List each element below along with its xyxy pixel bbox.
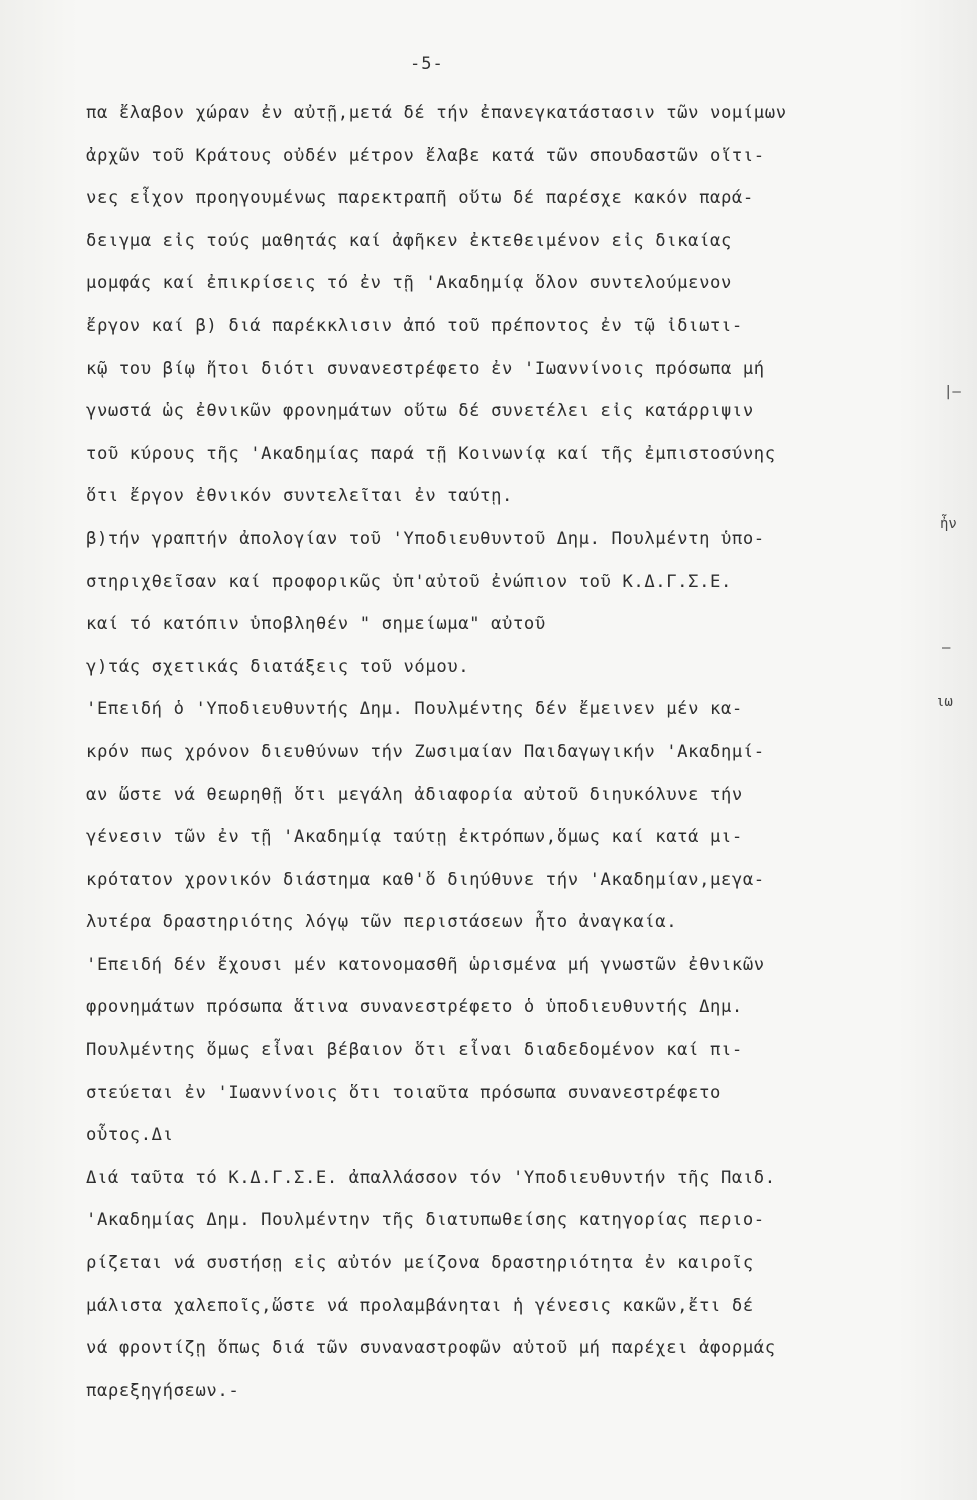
text-line: β)τήν γραπτήν ἀπολογίαν τοῦ 'Υποδιευθυντοῦ Δημ. Πουλμέντη ὑπο- bbox=[86, 528, 765, 549]
text-line: ἀρχῶν τοῦ Κράτους οὐδέν μέτρον ἔλαβε κατά τῶν σπουδαστῶν οἵτι- bbox=[86, 145, 765, 166]
text-line: Διά ταῦτα τό Κ.Δ.Γ.Σ.Ε. ἀπαλλάσσον τόν 'Υποδιευθυντήν τῆς Παιδ. bbox=[86, 1167, 776, 1188]
text-line: δειγμα εἰς τούς μαθητάς καί ἀφῆκεν ἐκτεθειμένον εἰς δικαίας bbox=[86, 230, 732, 251]
text-line: 'Επειδή δέν ἔχουσι μέν κατονομασθῆ ὡρισμένα μή γνωστῶν ἐθνικῶν bbox=[86, 954, 765, 975]
text-line: γένεσιν τῶν ἐν τῇ 'Ακαδημίᾳ ταύτῃ ἐκτρόπων,ὅμως καί κατά μι- bbox=[86, 827, 743, 848]
document-body bbox=[86, 92, 946, 1412]
text-line: στηριχθεῖσαν καί προφορικῶς ὑπ'αὐτοῦ ἐνώπιον τοῦ Κ.Δ.Γ.Σ.Ε. bbox=[86, 571, 732, 592]
text-line: οὗτος.Δι bbox=[86, 1125, 174, 1146]
text-line: ἔργον καί β) διά παρέκκλισιν ἀπό τοῦ πρέποντος ἐν τῷ ἰδιωτι- bbox=[86, 315, 743, 336]
text-line: νες εἶχον προηγουμένως παρεκτραπῆ οὕτω δέ παρέσχε κακόν παρά- bbox=[86, 188, 754, 209]
text-line: στεύεται ἐν 'Ιωαννίνοις ὅτι τοιαῦτα πρόσωπα συνανεστρέφετο bbox=[86, 1082, 721, 1103]
text-line: 'Ακαδημίας Δημ. Πουλμέντην τῆς διατυπωθείσης κατηγορίας περιο- bbox=[86, 1210, 765, 1231]
text-line: ρίζεται νά συστήσῃ εἰς αὐτόν μείζονα δραστηριότητα ἐν καιροῖς bbox=[86, 1253, 754, 1274]
text-line: νά φροντίζῃ ὅπως διά τῶν συναναστροφῶν αὐτοῦ μή παρέχει ἀφορμάς bbox=[86, 1338, 776, 1359]
page-number: -5- bbox=[410, 54, 444, 74]
text-line: 'Επειδή ὁ 'Υποδιευθυντής Δημ. Πουλμέντης δέν ἔμεινεν μέν κα- bbox=[86, 699, 743, 720]
text-line: αν ὥστε νά θεωρηθῇ ὅτι μεγάλη ἀδιαφορία αὐτοῦ διηυκόλυνε τήν bbox=[86, 784, 743, 805]
text-line: πα ἔλαβον χώραν ἐν αὐτῇ,μετά δέ τήν ἐπανεγκατάστασιν τῶν νομίμων bbox=[86, 103, 787, 123]
margin-mark: — bbox=[942, 640, 951, 656]
text-line: τοῦ κύρους τῆς 'Ακαδημίας παρά τῇ Κοινωνίᾳ καί τῆς ἐμπιστοσύνης bbox=[86, 443, 776, 464]
margin-mark: ἦν bbox=[940, 516, 957, 532]
text-line: κῷ του βίῳ ἤτοι διότι συνανεστρέφετο ἐν 'Ιωαννίνοις πρόσωπα μή bbox=[86, 358, 765, 379]
margin-mark: |— bbox=[944, 384, 961, 400]
text-line: ὅτι ἔργον ἐθνικόν συντελεῖται ἐν ταύτῃ. bbox=[86, 486, 513, 507]
text-line: καί τό κατόπιν ὑποβληθέν " σημείωμα" αὐτοῦ bbox=[86, 614, 546, 635]
text-line: γνωστά ὡς ἐθνικῶν φρονημάτων οὕτω δέ συνετέλει εἰς κατάρριψιν bbox=[86, 401, 754, 422]
text-line: κρότατον χρονικόν διάστημα καθ'ὅ διηύθυνε τήν 'Ακαδημίαν,μεγα- bbox=[86, 869, 765, 890]
text-line: παρεξηγήσεων.- bbox=[86, 1380, 240, 1401]
text-line: λυτέρα δραστηριότης λόγῳ τῶν περιστάσεων ἦτο ἀναγκαία. bbox=[86, 912, 678, 933]
text-line: κρόν πως χρόνον διευθύνων τήν Ζωσιμαίαν Παιδαγωγικήν 'Ακαδημί- bbox=[86, 741, 765, 762]
text-line: Πουλμέντης ὅμως εἶναι βέβαιον ὅτι εἶναι διαδεδομένον καί πι- bbox=[86, 1040, 743, 1061]
text-line: φρονημάτων πρόσωπα ἅτινα συνανεστρέφετο ὁ ὑποδιευθυντής Δημ. bbox=[86, 997, 743, 1018]
text-line: γ)τάς σχετικάς διατάξεις τοῦ νόμου. bbox=[86, 656, 470, 677]
text-line: μομφάς καί ἐπικρίσεις τό ἐν τῇ 'Ακαδημίᾳ ὅλον συντελούμενον bbox=[86, 273, 732, 294]
text-line: μάλιστα χαλεποῖς,ὥστε νά προλαμβάνηται ἡ γένεσις κακῶν,ἔτι δέ bbox=[86, 1295, 754, 1316]
margin-mark: ιω bbox=[936, 694, 953, 710]
